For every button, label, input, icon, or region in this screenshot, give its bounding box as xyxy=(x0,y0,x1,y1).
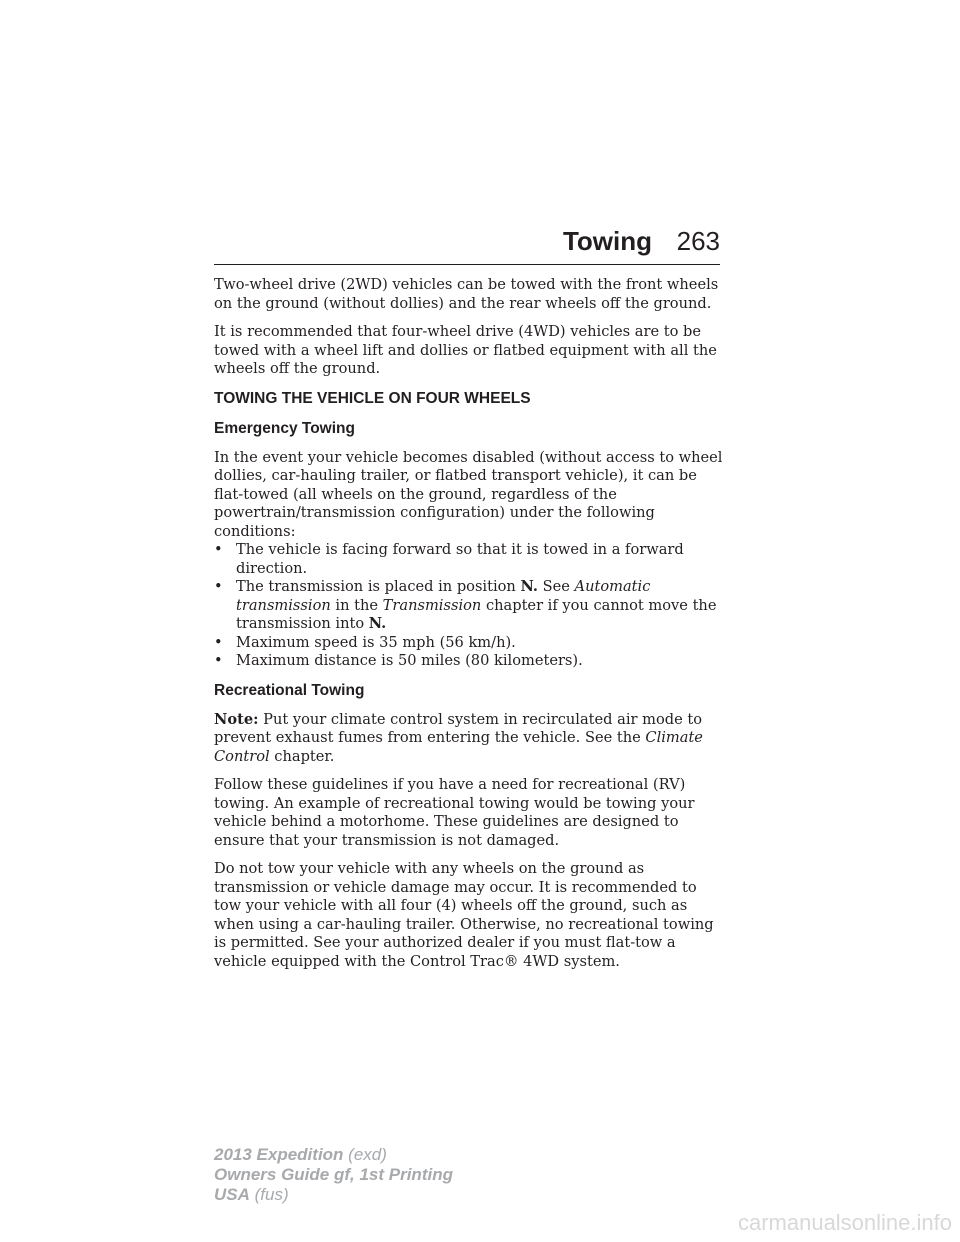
list-item-text: chapter if you cannot move the transmission into xyxy=(236,596,717,632)
guidelines-paragraph: Follow these guidelines if you have a need for recreational (RV) towing. An example of recreational towing would be towing your vehicle behind a motorhome. These guidelines are designed to ensure that your transmission is not damaged. xyxy=(214,776,695,849)
emergency-towing-heading: Emergency Towing xyxy=(214,419,355,437)
chapter-title: Towing xyxy=(562,226,652,256)
list-item-text: The vehicle is facing forward so that it is towed in a forward direction. xyxy=(236,541,684,577)
warning-paragraph: Do not tow your vehicle with any wheels on the ground as transmission or vehicle damage may occur. It is recommended to tow your vehicle with all four (4) wheels off the ground, such as when using a car-hauling trailer. Otherwise, no recreational towing is permitted. See your authorized dealer if you must flat-tow a vehicle equipped with the Control Trac® 4WD system. xyxy=(214,860,714,970)
bullet-glyph: • xyxy=(214,652,223,669)
footer-code: (fus) xyxy=(249,1185,289,1204)
list-item-text: in the xyxy=(330,596,383,614)
print-footer xyxy=(214,1145,453,1205)
list-item xyxy=(214,578,724,634)
cross-reference: Transmission xyxy=(382,596,482,614)
list-item-text: See xyxy=(537,578,575,595)
list-item xyxy=(214,541,724,578)
emergency-towing-paragraph: In the event your vehicle becomes disabled (without access to wheel dollies, car-hauling trailer, or flatbed transport vehicle), it can be flat-towed (all wheels on the ground, regardless of the powertrain/transmission configuration) under the following conditions: xyxy=(214,448,723,540)
list-item xyxy=(214,652,724,671)
cross-reference: Climate Control xyxy=(214,729,703,765)
note-text: Put your climate control system in recirculated air mode to prevent exhaust fumes from entering the vehicle. See the xyxy=(214,710,703,746)
list-item xyxy=(214,634,724,653)
recreational-towing-heading: Recreational Towing xyxy=(214,681,365,699)
list-item-text: Maximum speed is 35 mph (56 km/h). xyxy=(236,633,516,651)
note-text: chapter. xyxy=(269,747,335,765)
position-n: N. xyxy=(520,578,538,595)
cross-reference: Automatic transmission xyxy=(236,578,651,614)
page-number: 263 xyxy=(676,226,720,256)
intro-paragraph-2wd: Two-wheel drive (2WD) vehicles can be towed with the front wheels on the ground (without dollies) and the rear wheels off the ground. xyxy=(214,276,719,312)
page-header xyxy=(214,226,720,266)
footer-model: 2013 Expedition xyxy=(214,1145,344,1164)
bullet-glyph: • xyxy=(214,633,223,651)
footer-line xyxy=(214,1185,453,1205)
note-paragraph xyxy=(214,711,724,767)
list-item-text: The transmission is placed in position xyxy=(236,578,521,595)
site-watermark: carmanualsonline.info xyxy=(737,1210,952,1235)
footer-line xyxy=(214,1145,453,1165)
bullet-glyph: • xyxy=(214,578,223,595)
position-n: N. xyxy=(368,615,387,632)
intro-paragraph-4wd: It is recommended that four-wheel drive (4WD) vehicles are to be towed with a wheel lift and dollies or flatbed equipment with all the wheels off the ground. xyxy=(214,323,717,377)
page-content xyxy=(214,276,724,981)
header-rule xyxy=(214,264,720,265)
footer-line: Owners Guide gf, 1st Printing xyxy=(214,1165,453,1184)
note-label: Note: xyxy=(214,710,259,728)
bullet-glyph: • xyxy=(214,541,223,558)
conditions-list xyxy=(214,541,724,671)
list-item-text: Maximum distance is 50 miles (80 kilometers). xyxy=(236,652,583,669)
footer-code: (exd) xyxy=(343,1145,387,1164)
footer-market: USA xyxy=(214,1185,250,1204)
section-heading: TOWING THE VEHICLE ON FOUR WHEELS xyxy=(214,389,531,407)
